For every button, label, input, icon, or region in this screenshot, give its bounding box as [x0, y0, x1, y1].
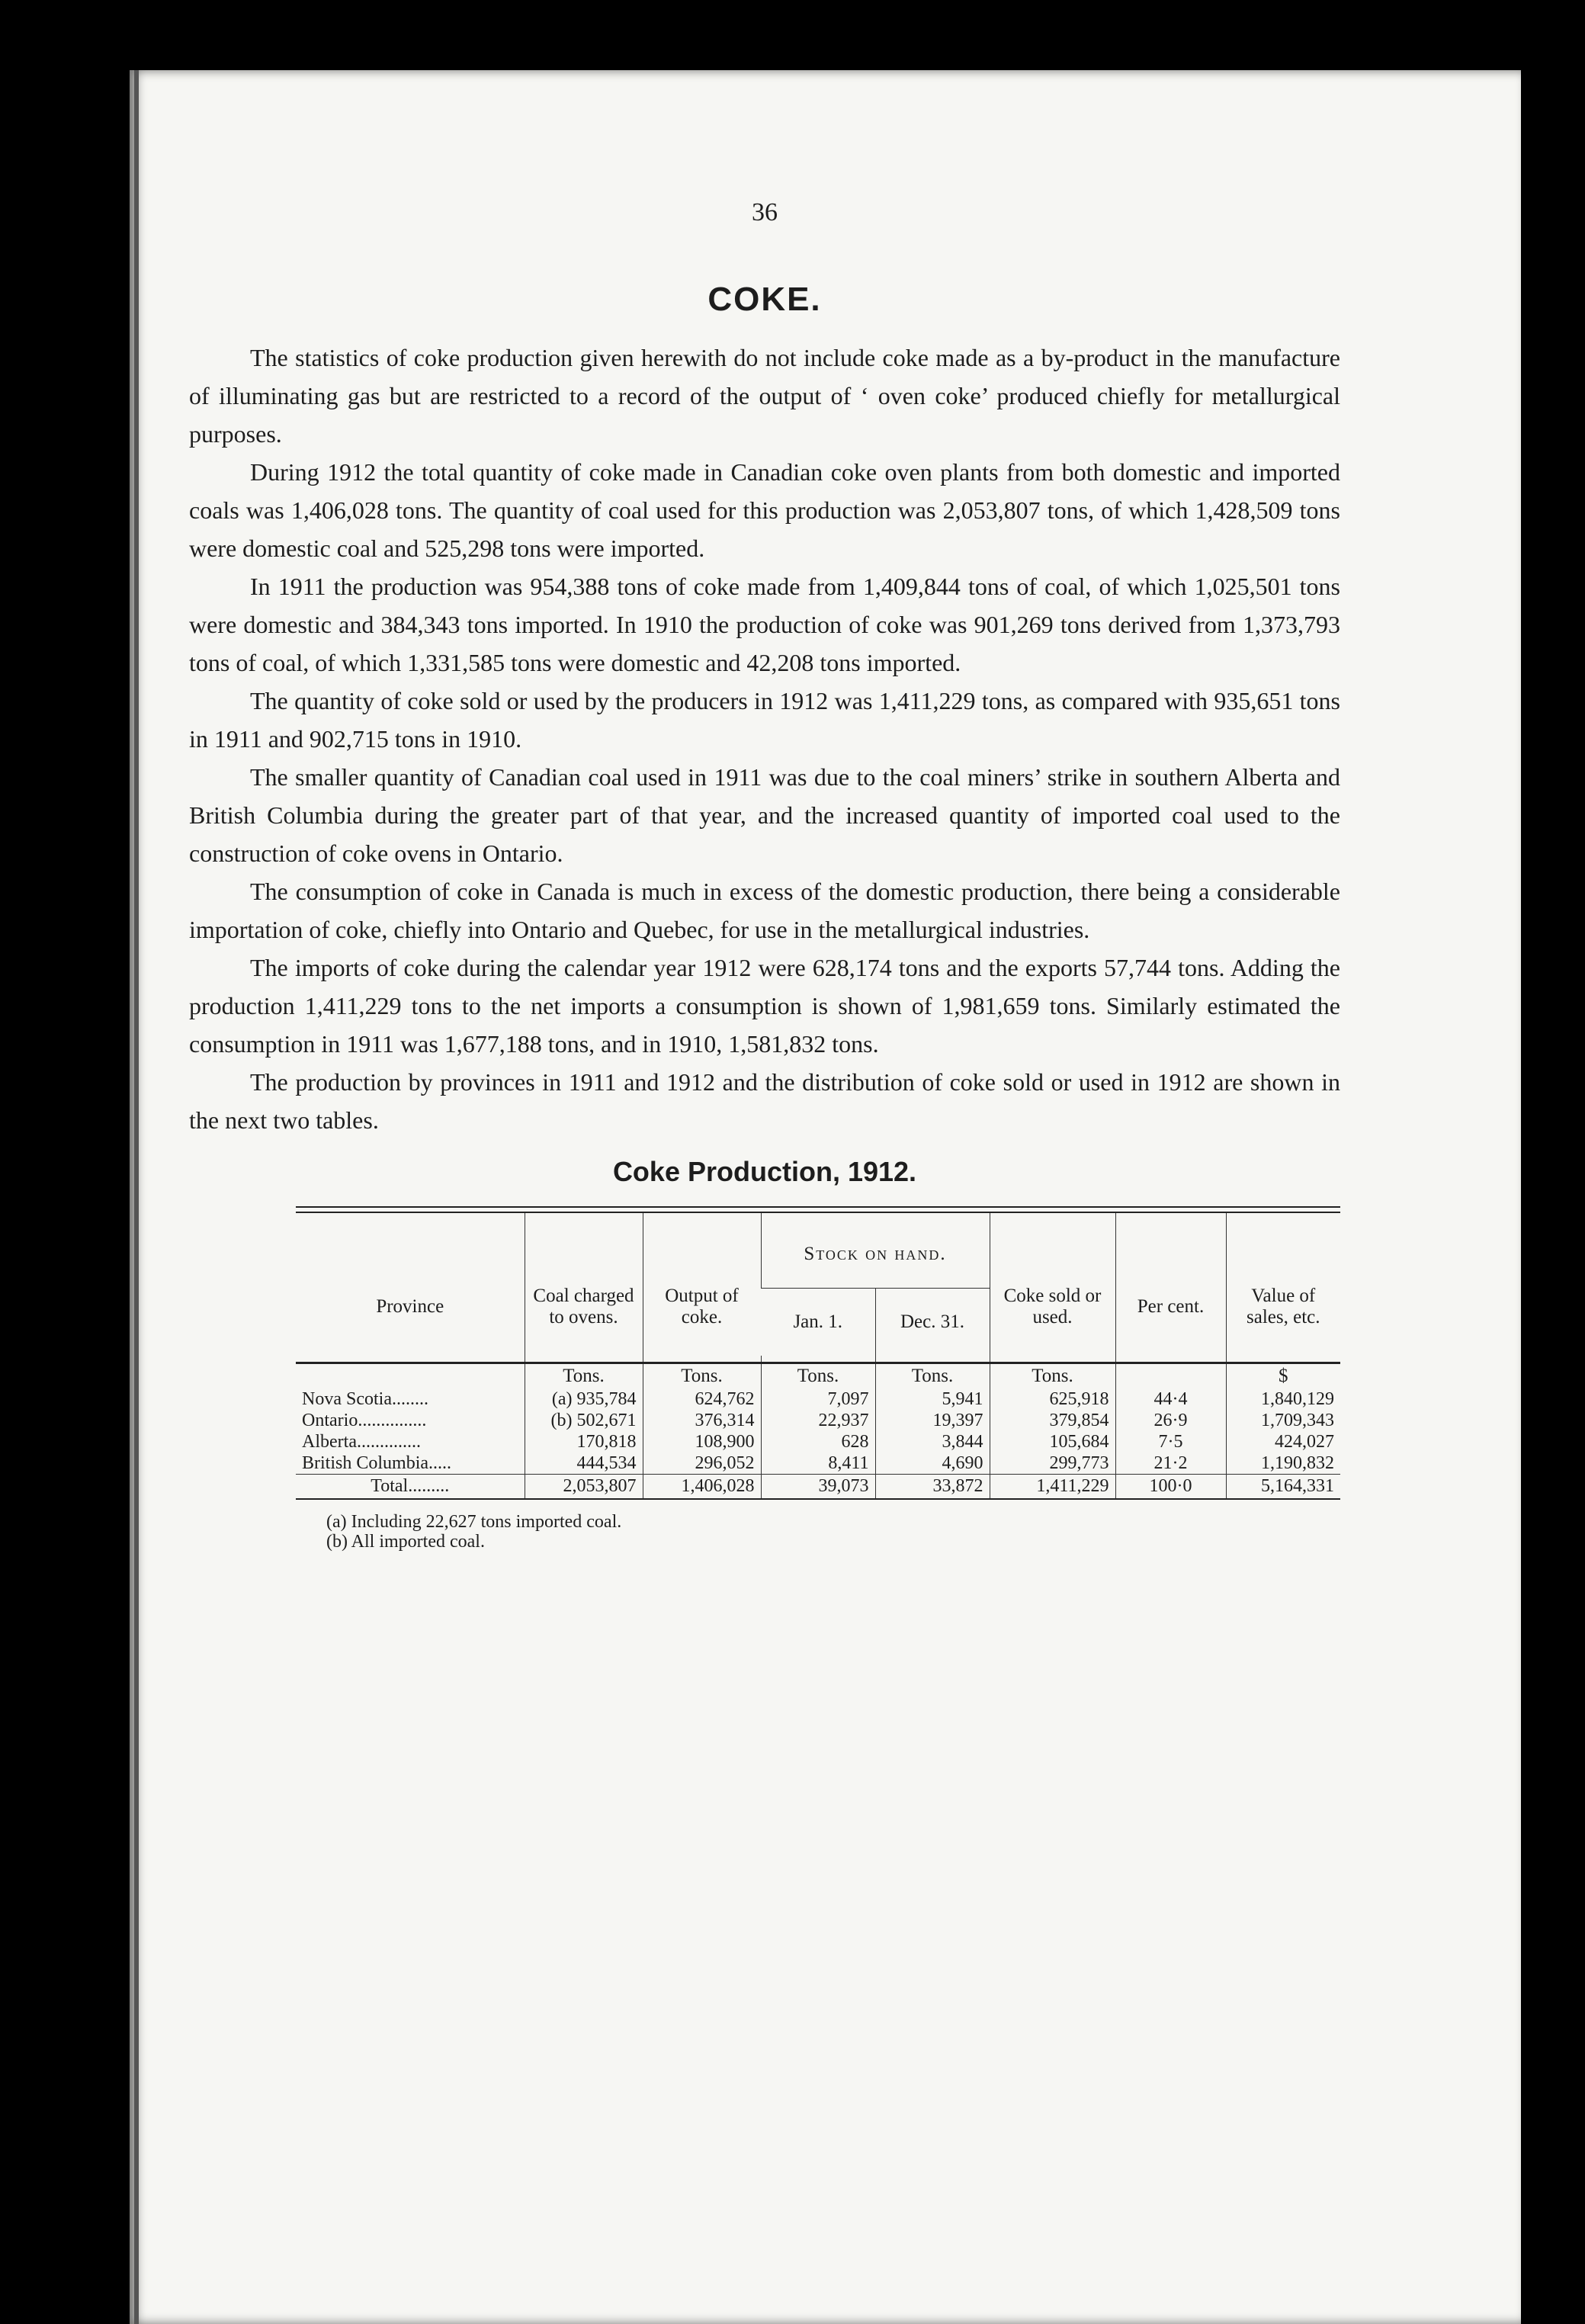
- paragraph: The smaller quantity of Canadian coal used in 1911 was due to the coal miners’ strike in southern Alberta and British Columbia during the greater part of that year, and the increased quantity of imported coal used to the construction of coke ovens in Ontario.: [189, 763, 1340, 867]
- dec-cell: 4,690: [875, 1452, 990, 1475]
- total-coal: 2,053,807: [525, 1475, 643, 1499]
- page-title: COKE.: [707, 281, 822, 318]
- footnote: (b) All imported coal.: [326, 1532, 485, 1552]
- total-output: 1,406,028: [643, 1475, 761, 1499]
- coke-production-table: [296, 1213, 1340, 1498]
- col-header-jan: Jan. 1.: [793, 1311, 843, 1332]
- col-header-output: Output of coke.: [643, 1213, 761, 1356]
- percent-cell: 44·4: [1115, 1388, 1226, 1410]
- jan-cell: 7,097: [761, 1388, 875, 1410]
- coal-cell: (a) 935,784: [525, 1388, 643, 1410]
- province-cell: Nova Scotia........: [302, 1389, 428, 1409]
- percent-cell: 26·9: [1115, 1410, 1226, 1431]
- unit-cell: Tons.: [875, 1363, 990, 1389]
- page-content: [189, 198, 1340, 1552]
- value-cell: 1,190,832: [1226, 1452, 1340, 1475]
- province-cell: Ontario...............: [302, 1411, 427, 1430]
- table-title: Coke Production, 1912.: [612, 1156, 917, 1187]
- total-sold: 1,411,229: [990, 1475, 1115, 1499]
- table-top-rule: [296, 1206, 1340, 1213]
- paragraph: The imports of coke during the calendar year 1912 were 628,174 tons and the exports 57,744 tons. Adding the production 1,411,229 tons to the net imports a consumption is shown of 1,981,659 tons. Similarly estimated the consumption in 1911 was 1,677,188 tons, and in 1910, 1,581,832 tons.: [189, 954, 1340, 1058]
- value-cell: 424,027: [1226, 1431, 1340, 1452]
- province-cell: Alberta..............: [302, 1432, 421, 1452]
- total-jan: 39,073: [761, 1475, 875, 1499]
- percent-cell: 21·2: [1115, 1452, 1226, 1475]
- province-cell: British Columbia.....: [302, 1453, 452, 1473]
- col-header-sold: Coke sold or used.: [990, 1213, 1115, 1356]
- dec-cell: 19,397: [875, 1410, 990, 1431]
- output-cell: 296,052: [643, 1452, 761, 1475]
- paragraph: During 1912 the total quantity of coke made in Canadian coke oven plants from both domestic and imported coals was 1,406,028 tons. The quantity of coal used for this production was 2,053,807 tons, of which 1,428,509 tons were domestic coal and 525,298 tons were imported.: [189, 458, 1340, 562]
- paragraph: The quantity of coke sold or used by the producers in 1912 was 1,411,229 tons, as compared with 935,651 tons in 1911 and 902,715 tons in 1910.: [189, 687, 1340, 753]
- footnotes: [326, 1512, 1340, 1552]
- output-cell: 376,314: [643, 1410, 761, 1431]
- unit-cell: [1115, 1363, 1226, 1389]
- header-separator: [296, 1356, 1340, 1363]
- total-value: 5,164,331: [1226, 1475, 1340, 1499]
- output-cell: 108,900: [643, 1431, 761, 1452]
- percent-cell: 7·5: [1115, 1431, 1226, 1452]
- jan-cell: 22,937: [761, 1410, 875, 1431]
- total-dec: 33,872: [875, 1475, 990, 1499]
- table-row: [296, 1410, 1340, 1431]
- sold-cell: 379,854: [990, 1410, 1115, 1431]
- unit-cell: Tons.: [643, 1363, 761, 1389]
- paragraph: The consumption of coke in Canada is much in excess of the domestic production, there being a considerable importation of coke, chiefly into Ontario and Quebec, for use in the metallurgical industries.: [189, 878, 1340, 943]
- sold-cell: 625,918: [990, 1388, 1115, 1410]
- coal-cell: 444,534: [525, 1452, 643, 1475]
- table-bottom-rule: [296, 1498, 1340, 1500]
- binding-edge: [134, 70, 139, 2324]
- value-cell: 1,709,343: [1226, 1410, 1340, 1431]
- unit-cell: [296, 1363, 525, 1389]
- footnote: (a) Including 22,627 tons imported coal.: [326, 1512, 622, 1532]
- jan-cell: 628: [761, 1431, 875, 1452]
- col-header-percent: Per cent.: [1115, 1213, 1226, 1356]
- table-row: [296, 1452, 1340, 1475]
- coal-cell: 170,818: [525, 1431, 643, 1452]
- paragraph: In 1911 the production was 954,388 tons of coke made from 1,409,844 tons of coal, of which 1,025,501 tons were domestic and 384,343 tons imported. In 1910 the production of coke was 901,269 tons derived from 1,373,793 tons of coal, of which 1,331,585 tons were domestic and 42,208 tons imported.: [189, 573, 1340, 676]
- sold-cell: 299,773: [990, 1452, 1115, 1475]
- total-percent: 100·0: [1115, 1475, 1226, 1499]
- value-cell: 1,840,129: [1226, 1388, 1340, 1410]
- sold-cell: 105,684: [990, 1431, 1115, 1452]
- col-header-stock-on-hand: Stock on hand.: [761, 1213, 990, 1289]
- col-header-dec: Dec. 31.: [875, 1289, 990, 1356]
- page-number: 36: [752, 198, 778, 226]
- total-row: [296, 1475, 1340, 1499]
- col-header-value: Value of sales, etc.: [1226, 1213, 1340, 1356]
- unit-cell: Tons.: [990, 1363, 1115, 1389]
- table-row: [296, 1431, 1340, 1452]
- table-row: [296, 1388, 1340, 1410]
- jan-cell: 8,411: [761, 1452, 875, 1475]
- dec-cell: 5,941: [875, 1388, 990, 1410]
- paragraph: The production by provinces in 1911 and 1912 and the distribution of coke sold or used in 1912 are shown in the next two tables.: [189, 1068, 1340, 1134]
- dec-cell: 3,844: [875, 1431, 990, 1452]
- unit-cell: $: [1226, 1363, 1340, 1389]
- coal-cell: (b) 502,671: [525, 1410, 643, 1431]
- unit-cell: Tons.: [761, 1363, 875, 1389]
- units-row: [296, 1363, 1340, 1389]
- total-label: Total.........: [296, 1475, 525, 1499]
- output-cell: 624,762: [643, 1388, 761, 1410]
- unit-cell: Tons.: [525, 1363, 643, 1389]
- col-header-coal-charged: Coal charged to ovens.: [525, 1213, 643, 1356]
- col-header-province: Province: [376, 1295, 444, 1317]
- paragraph: The statistics of coke production given herewith do not include coke made as a by-product in the manufacture of illuminating gas but are restricted to a record of the output of ‘ oven coke’ produced chiefly for metallurgical purposes.: [189, 344, 1340, 448]
